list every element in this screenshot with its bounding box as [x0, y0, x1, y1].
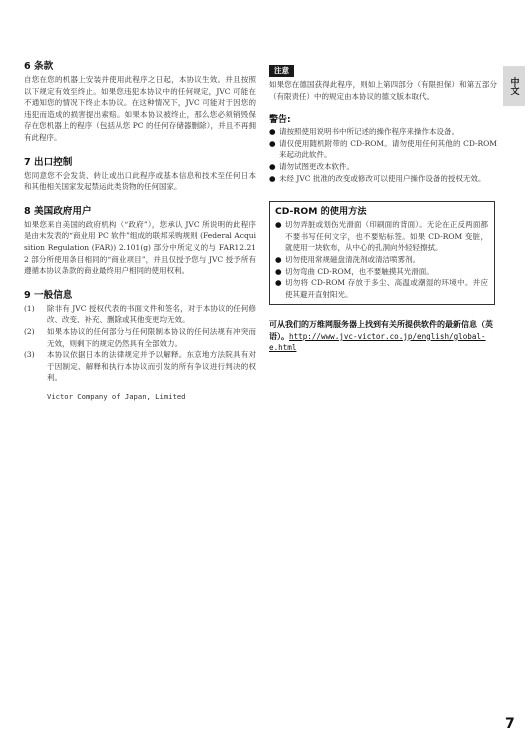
- list-item: [269, 161, 497, 173]
- section-8-us-government: [24, 205, 256, 277]
- bullet-icon: ●: [275, 266, 282, 276]
- item-number: (3): [24, 350, 35, 360]
- cdrom-usage-box: [269, 201, 495, 305]
- list-item: [275, 254, 488, 266]
- section-7-export-control: [24, 156, 256, 193]
- list-item: [24, 303, 256, 326]
- item-number: (2): [24, 326, 35, 336]
- warning-title: 警告:: [269, 115, 291, 126]
- bullet-icon: ●: [275, 220, 282, 230]
- list-item: [269, 126, 497, 138]
- section-title: 9 一般信息: [24, 289, 73, 301]
- item-text: 切勿弯曲 CD-ROM，也不要触摸其光滑面。: [285, 266, 434, 276]
- item-text: 请按照使用说明书中所记述的操作程序来操作本设备。: [279, 127, 459, 137]
- section-title: 7 出口控制: [24, 156, 73, 168]
- list-item: [24, 349, 256, 384]
- list-item: [269, 173, 497, 185]
- list-item: [275, 266, 488, 278]
- notice-body: 如果您在德国获得此程序，则如上第四部分（有限担保）和第五部分（有限责任）中的规定由本协议的德文版本取代。: [269, 80, 497, 101]
- bullet-icon: ●: [269, 161, 276, 171]
- bullet-icon: ●: [269, 138, 276, 148]
- section-body: 您同意您不会发货、转让或出口此程序或基本信息和技术至任何日本和其他相关国家发起禁运此类货物的任何国家。: [24, 170, 256, 192]
- list-item: [269, 138, 497, 161]
- notice-badge: 注意: [269, 65, 294, 77]
- website-link[interactable]: http://www.jvc-victor.co.jp/english/global-e.html: [269, 331, 486, 353]
- item-text: 切勿弄脏或划伤光滑面（印刷面的背面）。无论在正反两面都不要书写任何文字，也不要贴标签。如果 CD-ROM 变脏，就使用一块软布，从中心的孔洞向外轻轻擦拭。: [285, 220, 488, 253]
- list-item: [24, 326, 256, 349]
- section-title: 8 美国政府用户: [24, 205, 92, 217]
- warning-section: [269, 112, 497, 184]
- language-tab: 中文: [503, 66, 525, 106]
- list-item: [275, 219, 488, 254]
- item-text: 除非有 JVC 授权代表的书面文件和签名，对于本协议的任何修改、改变、补充、删除或其他变更均无效。: [47, 303, 256, 325]
- bullet-icon: ●: [269, 127, 276, 137]
- section-body: 自您在您的机器上安装并使用此程序之日起，本协议生效。并且按照以下规定有效至终止。如果您违犯本协议中的任何规定，JVC 可能在不通知您的情况下终止本协议。在这种情况下，JVC 可能对于因您的违犯而造成的损害提出索赔。如果本协议被终止，那么您必须销毁保存在您机器上的程序（包括从您 PC 的任何存储器删除），并且不再拥有此程序。: [24, 75, 256, 142]
- notice-section: [269, 58, 497, 102]
- item-text: 切勿将 CD-ROM 存放于多尘、高温或潮湿的环境中。并应使其避开直射阳光。: [285, 278, 488, 299]
- company-name: Victor Company of Japan, Limited: [47, 391, 186, 401]
- bullet-icon: ●: [269, 173, 276, 183]
- general-info-list: [24, 303, 256, 384]
- box-title: CD-ROM 的使用方法: [275, 206, 367, 218]
- item-text: 请仅使用随机附带的 CD-ROM。请勿使用任何其他的 CD-ROM 来起动此软件。: [279, 138, 497, 160]
- info-text: 可从我们的万维网服务器上找到有关所提供软件的最新信息（英语）。: [269, 320, 493, 341]
- item-text: 本协议依据日本的法律规定并予以解释。东京地方法院具有对于因制定、解释和执行本协议而引发的所有争议进行判决的权利。: [47, 350, 256, 383]
- list-item: [275, 277, 488, 300]
- item-text: 如果本协议的任何部分与任何限制本协议的任何法规有冲突而无效，则剩下的规定仍然具有全部效力。: [47, 326, 256, 348]
- right-column: [269, 58, 497, 354]
- item-text: 未经 JVC 批准的改变或修改可以使用户操作设备的授权无效。: [279, 173, 486, 183]
- section-6-terms: [24, 60, 256, 144]
- item-number: (1): [24, 303, 35, 313]
- software-info: [269, 319, 497, 354]
- cdrom-list: [275, 219, 488, 300]
- left-column: [24, 60, 256, 413]
- warning-list: [269, 126, 497, 184]
- item-text: 切勿使用常规磁盘清洗剂或清洁喷雾剂。: [285, 254, 420, 264]
- section-body: 如果您来自美国的政府机构（“政府”），您承认 JVC 所说明的此程序是由未发表的“商业用 PC 软件”组成的联邦采购规则 (Federal Acquisition Regulation (FAR)) 2.101(g) 部分中所定义的与 FAR12.212 部分所使用条目相同的“商业项目”，并且仅授予您与 JVC 授予所有遵循本协议条款的商业最终用户相同的使用权利。: [24, 219, 256, 276]
- section-9-general: [24, 289, 256, 401]
- bullet-icon: ●: [275, 278, 282, 288]
- page-number: 7: [505, 716, 515, 732]
- item-text: 请勿试图更改本软件。: [279, 161, 354, 171]
- section-title: 6 条款: [24, 61, 54, 72]
- bullet-icon: ●: [275, 254, 282, 264]
